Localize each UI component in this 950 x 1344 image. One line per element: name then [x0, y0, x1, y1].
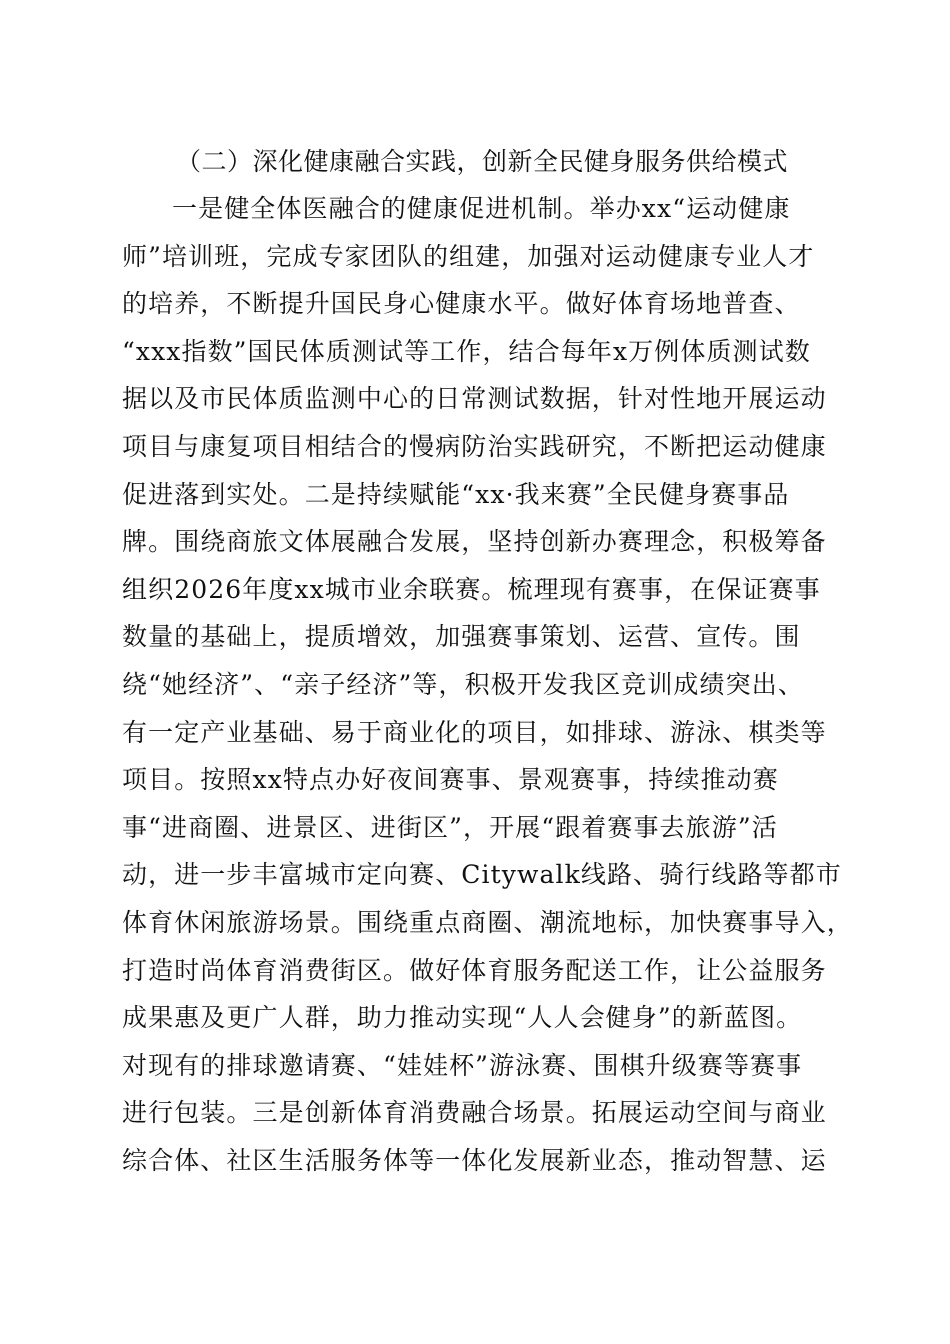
text-line: 牌。围绕商旅文体展融合发展，坚持创新办赛理念，积极筹备 — [122, 527, 827, 557]
text-line: 体育休闲旅游场景。围绕重点商圈、潮流地标，加快赛事导入， — [122, 907, 853, 937]
text-line: 绕“她经济”、“亲子经济”等，积极开发我区竞训成绩突出、 — [122, 669, 804, 699]
text-line: 据以及市民体质监测中心的日常测试数据，针对性地开展运动 — [122, 384, 827, 414]
text-line: 一是健全体医融合的健康促进机制。举办xx“运动健康 — [172, 194, 791, 223]
text-line: 动，进一步丰富城市定向赛、Citywalk线路、骑行线路等都市 — [122, 860, 842, 890]
text-line: 项目与康复项目相结合的慢病防治实践研究，不断把运动健康 — [122, 431, 827, 461]
text-line: 的培养，不断提升国民身心健康水平。做好体育场地普查、 — [122, 289, 801, 319]
body-text — [122, 185, 853, 1184]
text-line: 事“进商圈、进景区、进街区”，开展“跟着赛事去旅游”活 — [122, 812, 778, 842]
text-line: 数量的基础上，提质增效，加强赛事策划、运营、宣传。围 — [122, 622, 801, 652]
text-line: 综合体、社区生活服务体等一体化发展新业态，推动智慧、运 — [122, 1145, 827, 1175]
text-line: 进行包装。三是创新体育消费融合场景。拓展运动空间与商业 — [122, 1098, 827, 1128]
text-line: 有一定产业基础、易于商业化的项目，如排球、游泳、棋类等 — [122, 717, 827, 747]
text-line: “xxx指数”国民体质测试等工作，结合每年x万例体质测试数 — [122, 336, 811, 366]
text-line: 项目。按照xx特点办好夜间赛事、景观赛事，持续推动赛 — [122, 765, 779, 795]
text-line: 促进落到实处。二是持续赋能“xx·我来赛”全民健身赛事品 — [122, 479, 790, 509]
section-heading: （二）深化健康融合实践，创新全民健身服务供给模式 — [176, 147, 789, 176]
text-line: 组织2026年度xx城市业余联赛。梳理现有赛事，在保证赛事 — [122, 574, 821, 604]
text-line: 成果惠及更广人群，助力推动实现“人人会健身”的新蓝图。 — [122, 1003, 803, 1033]
text-line: 师”培训班，完成专家团队的组建，加强对运动健康专业人才 — [122, 241, 815, 271]
text-line: 对现有的排球邀请赛、“娃娃杯”游泳赛、围棋升级赛等赛事 — [122, 1050, 803, 1080]
text-line: 打造时尚体育消费街区。做好体育服务配送工作，让公益服务 — [122, 955, 827, 985]
